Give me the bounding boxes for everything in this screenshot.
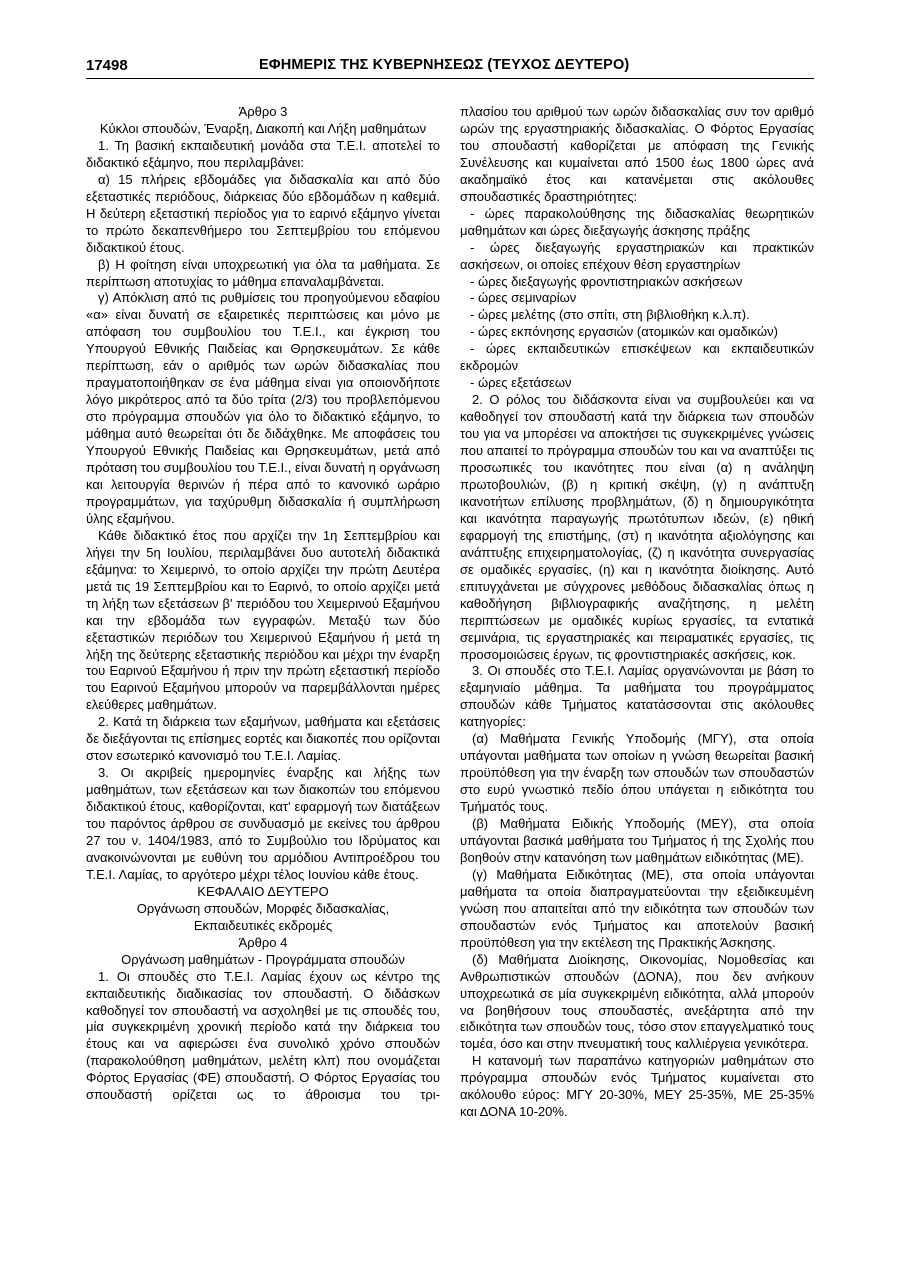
list-item: - ώρες μελέτης (στο σπίτι, στη βιβλιοθήκη κ.λ.π). bbox=[470, 307, 750, 323]
article-3-subtitle: Κύκλοι σπουδών, Έναρξη, Διακοπή και Λήξη μαθημάτων bbox=[99, 120, 427, 136]
paragraph: 1. Τη βασική εκπαιδευτική μονάδα στα Τ.Ε.Ι. αποτελεί το διδακτικό εξάμηνο, που περιλαμβάνει: bbox=[86, 137, 440, 170]
header-rule bbox=[86, 78, 814, 79]
paragraph: γ) Απόκλιση από τις ρυθμίσεις του προηγούμενου εδαφίου «α» είναι δυνατή σε εξαιρετικές περιπτώσεις και μόνο με απόφαση του συμβουλίου του Τ.Ε.Ι., και έγκριση του Υπουργού Εθνικής Παιδείας και Θρησκευμάτων. Σε κάθε περίπτωση, εάν ο αριθμός των ωρών διδασκαλίας που πραγματοποιήθηκαν σε ένα μάθημα είναι για οποιονδήποτε λόγο μικρότερος από τα δύο τρίτα (2/3) του προβλεπόμενου στο πρόγραμμα σπουδών για όλο το διδακτικό εξάμηνο, το μάθημα αυτό θεωρείται ότι δε διδάχθηκε. Με αποφάσεις του Υπουργού Εθνικής Παιδείας και Θρησκευμάτων, μετά από πρόταση του συμβουλίου του Τ.Ε.Ι., είναι δυνατή η οργάνωση και λειτουργία θερινών ή πέρα από το κανονικό ωράριο προγραμμάτων, για ταχύρυθμη διδασκαλία ή συμπλήρωση ύλης εξαμήνου. bbox=[86, 290, 440, 526]
page-number: 17498 bbox=[86, 57, 128, 74]
list-item: - ώρες εξετάσεων bbox=[470, 375, 572, 391]
paragraph: (α) Μαθήματα Γενικής Υποδομής (ΜΓΥ), στα οποία υπάγονται μαθήματα των οποίων η γνώση θεωρείται βασική προϋπόθεση για την έναρξη των σπουδών των σπουδαστών στο ευρύ γνωστικό πεδίο όπου υπάγεται η ειδικότητα του Τμήματός τους. bbox=[460, 731, 814, 815]
paragraph: β) Η φοίτηση είναι υποχρεωτική για όλα τα μαθήματα. Σε περίπτωση αποτυχίας το μάθημα επαναλαμβάνεται. bbox=[86, 256, 440, 289]
list-item: - ώρες εκπόνησης εργασιών (ατομικών και ομαδικών) bbox=[470, 324, 778, 340]
paragraph: α) 15 πλήρεις εβδομάδες για διδασκαλία και από δύο εξεταστικές περιόδους, διάρκειας δύο εβδομάδων η καθεμιά. Η δεύτερη εξεταστική περίοδος για το εαρινό εξάμηνο γίνεται το πρώτο δεκαπενθήμερο του Σεπτεμβρίου του επόμενου διδακτικού έτους. bbox=[86, 171, 440, 255]
paragraph: (β) Μαθήματα Ειδικής Υποδομής (ΜΕΥ), στα οποία υπάγονται βασικά μαθήματα του Τμήματος ή της Σχολής που βοηθούν στην κατανόηση των μαθημάτων ειδικότητας (ΜΕ). bbox=[460, 816, 814, 865]
journal-title: ΕΦΗΜΕΡΙΣ ΤΗΣ ΚΥΒΕΡΝΗΣΕΩΣ (ΤΕΥΧΟΣ ΔΕΥΤΕΡΟ) bbox=[259, 57, 630, 73]
paragraph: 2. Κατά τη διάρκεια των εξαμήνων, μαθήματα και εξετάσεις δε διεξάγονται τις επίσημες εορτές και διακοπές που ορίζονται στον εσωτερικό κανονισμό του Τ.Ε.Ι. Λαμίας. bbox=[86, 714, 440, 764]
chapter-title: ΚΕΦΑΛΑΙΟ ΔΕΥΤΕΡΟ bbox=[197, 883, 329, 899]
list-item: - ώρες διεξαγωγής εργαστηριακών και πρακτικών ασκήσεων, οι οποίες επέχουν θέση εργαστηρίων bbox=[460, 239, 814, 272]
paragraph: Η κατανομή των παραπάνω κατηγοριών μαθημάτων στο πρόγραμμα σπουδών ενός Τμήματος κυμαίνεται στο ακόλουθο εύρος: ΜΓΥ 20-30%, ΜΕΥ 25-35%, ΜΕ 25-35% και ΔΟΝΑ 10-20%. bbox=[460, 1053, 814, 1120]
paragraph: πλασίου του αριθμού των ωρών διδασκαλίας συν τον αριθμό ωρών της εργαστηριακής διδασκαλίας. Ο Φόρτος Εργασίας του σπουδαστή καθορίζεται με απόφαση της Γενικής Συνέλευσης και κυμαίνεται από 1500 έως 1800 ώρες ανά ακαδημαϊκό έτος και κατανέμεται στις ακόλουθες σπουδαστικές δραστηριότητες: bbox=[460, 104, 814, 204]
paragraph: (δ) Μαθήματα Διοίκησης, Οικονομίας, Νομοθεσίας και Ανθρωπιστικών σπουδών (ΔΟΝΑ), που δεν ανήκουν υποχρεωτικά σε μία συγκεκριμένη ειδικότητα, αλλά μπορούν να βοηθήσουν τους σπουδαστές, ανεξάρτητα από την ειδικότητα των σπουδών τους, τόσο στον επαγγελματικό τους τομέα, όσο και στην πνευματική τους καλλιέργεια γενικότερα. bbox=[460, 951, 814, 1052]
article-4-subtitle: Οργάνωση μαθημάτων - Προγράμματα σπουδών bbox=[121, 951, 405, 967]
list-item: - ώρες παρακολούθησης της διδασκαλίας θεωρητικών μαθημάτων και ώρες διεξαγωγής άσκησης πράξης bbox=[460, 205, 814, 238]
article-3-title: Άρθρο 3 bbox=[238, 104, 288, 119]
page-header bbox=[86, 57, 814, 79]
chapter-subtitle-2: Εκπαιδευτικές εκδρομές bbox=[193, 917, 333, 933]
list-item: - ώρες σεμιναρίων bbox=[470, 290, 577, 306]
article-4-title: Άρθρο 4 bbox=[238, 934, 288, 950]
list-item: - ώρες εκπαιδευτικών επισκέψεων και εκπαιδευτικών εκδρομών bbox=[460, 341, 814, 374]
right-column bbox=[460, 104, 814, 1121]
paragraph: 1. Οι σπουδές στο Τ.Ε.Ι. Λαμίας έχουν ως κέντρο της εκπαιδευτικής διαδικασίας τον σπουδαστή. Ο διδάσκων καθοδηγεί τον σπουδαστή να ασχοληθεί με τις σπουδές του, μία συγκεκριμένη χρονική περίοδο κατά την διάρκεια του έτους και να αφιερώσει ένα συνολικό χρόνο σπουδών (παρακολούθηση μαθημάτων, μελέτη κλπ) που ονομάζεται Φόρτος Εργασίας (ΦΕ) σπουδαστή. Ο Φόρτος Εργασίας του σπουδαστή ορίζεται ως το άθροισμα του τρι- bbox=[86, 968, 440, 1103]
chapter-subtitle-1: Οργάνωση σπουδών, Μορφές διδασκαλίας, bbox=[136, 900, 390, 916]
paragraph: 3. Οι ακριβείς ημερομηνίες έναρξης και λήξης των μαθημάτων, των εξετάσεων και των διακοπών του επόμενου διδακτικού έτους, καθορίζονται, κατ' εφαρμογή των διατάξεων του παρόντος άρθρου σε συνδυασμό με εκείνες του άρθρου 27 του ν. 1404/1983, από το Συμβούλιο του Ιδρύματος και ανακοινώνονται με ευθύνη του αρμόδιου Αντιπροέδρου του Τ.Ε.Ι. Λαμίας, το αργότερο μέχρι τέλος Ιουνίου κάθε έτους. bbox=[86, 765, 440, 882]
paragraph: 3. Οι σπουδές στο Τ.Ε.Ι. Λαμίας οργανώνονται με βάση το εξαμηνιαίο μάθημα. Τα μαθήματα του προγράμματος σπουδών κάθε Τμήματος κατατάσσονται στις ακόλουθες κατηγορίες: bbox=[460, 663, 814, 730]
paragraph: Κάθε διδακτικό έτος που αρχίζει την 1η Σεπτεμβρίου και λήγει την 5η Ιουλίου, περιλαμβάνει δυο αυτοτελή διδακτικά εξάμηνα: το Χειμερινό, το οποίο αρχίζει την πρώτη Δευτέρα μετά τις 19 Σεπτεμβρίου και το Εαρινό, το οποίο αρχίζει μετά τη λήξη των εξετάσεων β' περιόδου του Χειμερινού Εξαμήνου και την εβδομάδα των εγγραφών. Μεταξύ των δύο εξεταστικών περιόδων του Χειμερινού Εξαμήνου ή μετά τη λήξη της δεύτερης εξεταστικής περιόδου και μέχρι την έναρξη του Εαρινού Εξαμήνου ή πριν την πρώτη εξεταστική περίοδο του Εαρινού Εξαμήνου μπορούν να παρεμβάλλονται ημέρες ελεύθερες μαθημάτων. bbox=[86, 527, 440, 713]
left-column bbox=[86, 104, 440, 1104]
paragraph: 2. Ο ρόλος του διδάσκοντα είναι να συμβουλεύει και να καθοδηγεί τον σπουδαστή κατά την διάρκεια των σπουδών του για να μπορέσει να αποκτήσει τις συγκεκριμένες γνώσεις που απαιτεί το πρόγραμμα σπουδών του και να αναπτύξει τις προσωπικές του ικανότητες που είναι (α) η ανάληψη πρωτοβουλιών, (β) η κριτική σκέψη, (γ) η ανάπτυξη ικανοτήτων επίλυσης προβλημάτων, (δ) η δημιουργικότητα και ικανότητα παραγωγής πρωτότυπων ιδεών, (ε) ηθική εφαρμογή της επιστήμης, (στ) η ικανότητα αξιολόγησης και ανάπτυξης επιχειρηματολογίας, (ζ) η ικανότητα συνεργασίας σε ομαδικές εργασίες, (η) και η ικανότητα διοίκησης. Αυτό επιτυγχάνεται με σύγχρονες μεθόδους διδασκαλίας όπως η καθοδήγηση βιβλιογραφικής αναζήτησης, η μελέτη περιπτώσεων με ομαδικές κυρίως εργασίες, τα εντατικά σεμινάρια, τις εργαστηριακές και πειραματικές εργασίες, τις προσομοιώσεις έργων, τις φροντιστηριακές ασκήσεις, κοκ. bbox=[460, 392, 814, 662]
list-item: - ώρες διεξαγωγής φροντιστηριακών ασκήσεων bbox=[470, 273, 743, 289]
paragraph: (γ) Μαθήματα Ειδικότητας (ΜΕ), στα οποία υπάγονται μαθήματα τα οποία διαπραγματεύονται την εξειδικευμένη γνώση που απαιτείται από την ειδικότητα των σπουδών των σπουδαστών ενός Τμήματος και αποτελούν βασική προϋπόθεση για την εκτέλεση της Πρακτικής Άσκησης. bbox=[460, 866, 814, 950]
